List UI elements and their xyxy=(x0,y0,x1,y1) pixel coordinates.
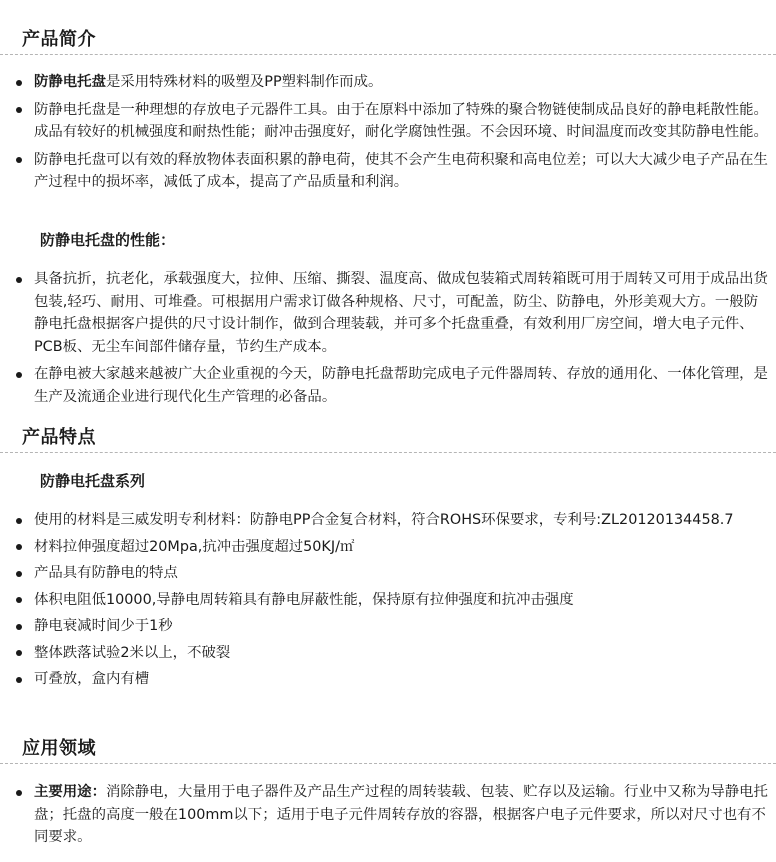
list-item xyxy=(0,781,776,849)
intro-item-text: 是采用特殊材料的吸塑及PP塑料制作而成。 xyxy=(105,74,383,90)
bullet-icon xyxy=(16,544,22,550)
intro-item-bold: 防静电托盘 xyxy=(34,74,106,90)
features-section xyxy=(0,424,776,453)
features-subheading: 防静电托盘系列 xyxy=(40,472,146,490)
feature-item-text: 可叠放，盒内有槽 xyxy=(34,671,150,687)
list-item xyxy=(0,668,776,691)
bullet-icon xyxy=(16,372,22,378)
bullet-icon xyxy=(16,157,22,163)
bullet-icon xyxy=(16,624,22,630)
performance-item-text: 在静电被大家越来越被广大企业重视的今天，防静电托盘帮助完成电子元件器周转、存放的通用化、一体化管理，是生产及流通企业进行现代化生产管理的必备品。 xyxy=(34,366,768,405)
bullet-icon xyxy=(16,650,22,656)
bullet-icon xyxy=(16,277,22,283)
bullet-icon xyxy=(16,597,22,603)
applications-heading: 应用领域 xyxy=(0,735,776,764)
application-item-bold: 主要用途： xyxy=(34,784,106,800)
bullet-icon xyxy=(16,677,22,683)
list-item xyxy=(0,615,776,638)
bullet-icon xyxy=(16,107,22,113)
list-item xyxy=(0,268,776,358)
intro-heading: 产品简介 xyxy=(0,26,776,55)
bullet-icon xyxy=(16,571,22,577)
list-item xyxy=(0,149,776,194)
list-item xyxy=(0,589,776,612)
features-heading: 产品特点 xyxy=(0,424,776,453)
bullet-icon xyxy=(16,790,22,796)
list-item xyxy=(0,536,776,559)
list-item xyxy=(0,642,776,665)
features-list xyxy=(0,509,776,691)
list-item xyxy=(0,509,776,532)
list-item xyxy=(0,71,776,94)
performance-list xyxy=(0,268,776,408)
intro-section xyxy=(0,26,776,194)
bullet-icon xyxy=(16,518,22,524)
feature-item-text: 静电衰减时间少于1秒 xyxy=(34,618,173,634)
feature-item-text: 产品具有防静电的特点 xyxy=(34,565,178,581)
list-item xyxy=(0,363,776,408)
feature-item-text: 整体跌落试验2米以上，不破裂 xyxy=(34,644,231,661)
performance-heading: 防静电托盘的性能： xyxy=(40,231,176,249)
intro-list xyxy=(0,71,776,194)
feature-item-text: 材料拉伸强度超过20Mpa,抗冲击强度超过50KJ/㎡ xyxy=(34,538,355,555)
list-item xyxy=(0,562,776,585)
applications-list xyxy=(0,781,776,849)
feature-item-text: 体积电阻低10000,导静电周转箱具有静电屏蔽性能，保持原有拉伸强度和抗冲击强度 xyxy=(34,591,574,608)
performance-item-text: 具备抗折，抗老化，承载强度大，拉伸、压缩、撕裂、温度高、做成包装箱式周转箱既可用于周转又可用于成品出货包装,轻巧、耐用、可堆叠。可根据用户需求订做各种规格、尺寸，可配盖，防尘、防静电，外形美观大方。一般防静电托盘根据客户提供的尺寸设计制作，做到合理装载，并可多个托盘重叠，有效利用厂房空间，增大电子元件、PCB板、无尘车间部件储存量，节约生产成本。 xyxy=(34,271,768,355)
bullet-icon xyxy=(16,80,22,86)
list-item xyxy=(0,99,776,144)
application-item-text: 消除静电，大量用于电子器件及产品生产过程的周转装载、包装、贮存以及运输。行业中又称为导静电托盘；托盘的高度一般在100mm以下；适用于电子元件周转存放的容器，根据客户电子元件要求，所以对尺寸也有不同要求。 xyxy=(34,784,768,845)
intro-item-text: 防静电托盘可以有效的释放物体表面积累的静电荷，使其不会产生电荷积聚和高电位差；可以大大减少电子产品在生产过程中的损坏率，减低了成本，提高了产品质量和利润。 xyxy=(34,151,768,190)
intro-item-text: 防静电托盘是一种理想的存放电子元器件工具。由于在原料中添加了特殊的聚合物链使制成品良好的静电耗散性能。成品有较好的机械强度和耐热性能；耐冲击强度好，耐化学腐蚀性强。不会因环境、时间温度而改变其防静电性能。 xyxy=(34,101,768,140)
applications-section xyxy=(0,735,776,764)
feature-item-text: 使用的材料是三威发明专利材料：防静电PP合金复合材料，符合ROHS环保要求，专利号:ZL20120134458.7 xyxy=(34,512,734,528)
